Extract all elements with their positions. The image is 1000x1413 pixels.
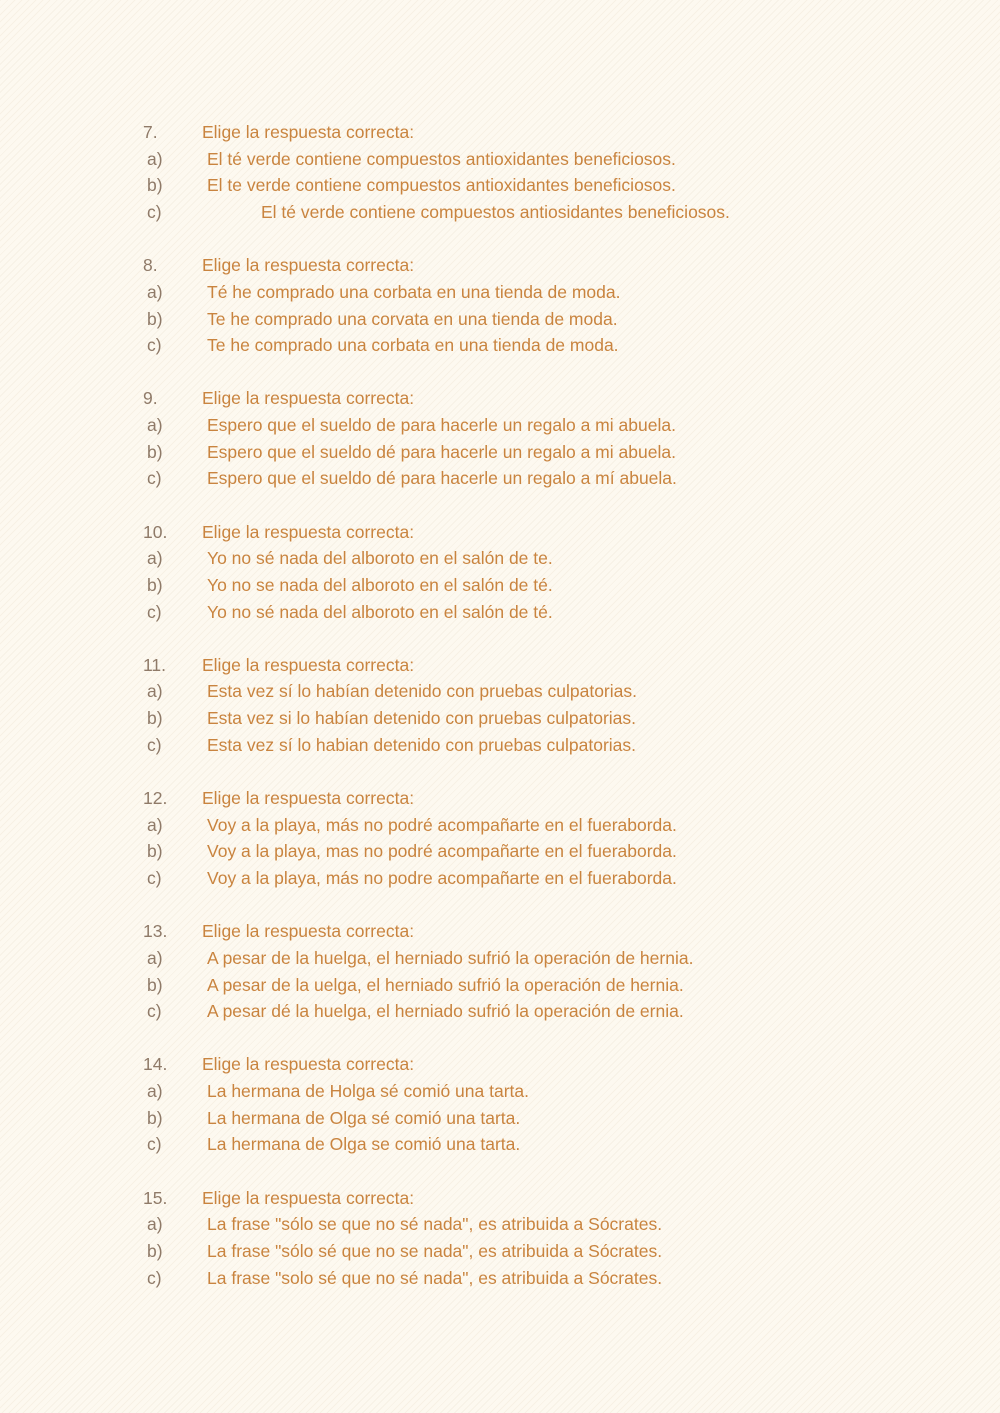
option-letter: c): [147, 202, 162, 223]
option-letter: b): [147, 574, 163, 595]
option-letter: c): [147, 468, 162, 489]
question-number: 8.: [143, 255, 158, 276]
option-letter: c): [147, 1001, 162, 1022]
option-letter: a): [147, 548, 163, 569]
question-number: 13.: [143, 921, 168, 942]
option-text: Voy a la playa, mas no podré acompañarte en el fueraborda.: [207, 841, 677, 862]
option-letter: a): [147, 415, 163, 436]
option-text: Espero que el sueldo de para hacerle un regalo a mi abuela.: [207, 415, 676, 436]
option-text: El té verde contiene compuestos antioxidantes beneficiosos.: [207, 148, 676, 169]
option-letter: b): [147, 1107, 163, 1128]
option-text: A pesar dé la huelga, el herniado sufrió la operación de ernia.: [207, 1001, 684, 1022]
question-number: 15.: [143, 1187, 168, 1208]
question-number: 12.: [143, 788, 168, 808]
question-prompt: Elige la respuesta correcta:: [202, 1054, 415, 1075]
option-letter: c): [147, 601, 162, 622]
option-text: Te he comprado una corvata en una tienda de moda.: [207, 308, 618, 329]
option-text: Esta vez sí lo habian detenido con pruebas culpatorias.: [207, 734, 637, 755]
option-letter: b): [147, 708, 163, 729]
option-text: Yo no se nada del alboroto en el salón de té.: [207, 574, 553, 595]
question-prompt: Elige la respuesta correcta:: [202, 122, 415, 142]
option-letter: b): [147, 175, 163, 196]
option-text: A pesar de la huelga, el herniado sufrió la operación de hernia.: [207, 947, 694, 968]
question-number: 7.: [143, 122, 158, 142]
question-number: 10.: [143, 521, 168, 542]
question-prompt: Elige la respuesta correcta:: [202, 921, 415, 942]
question-prompt: Elige la respuesta correcta:: [202, 788, 415, 808]
option-text: La frase "sólo sé que no se nada", es atribuida a Sócrates.: [207, 1240, 663, 1261]
option-letter: b): [147, 1240, 163, 1261]
option-text: Espero que el sueldo dé para hacerle un regalo a mí abuela.: [207, 468, 677, 489]
option-text: Voy a la playa, más no podré acompañarte en el fueraborda.: [207, 814, 677, 835]
option-text: Voy a la playa, más no podre acompañarte en el fueraborda.: [207, 868, 677, 889]
option-text: El té verde contiene compuestos antiosidantes beneficiosos.: [261, 202, 730, 223]
question-number: 9.: [143, 388, 158, 409]
option-letter: c): [147, 1134, 162, 1155]
option-letter: a): [147, 814, 163, 835]
option-text: La hermana de Olga sé comió una tarta.: [207, 1107, 521, 1128]
option-text: La frase "solo sé que no sé nada", es atribuida a Sócrates.: [207, 1267, 663, 1288]
question-number: 14.: [143, 1054, 168, 1075]
option-text: La hermana de Olga se comió una tarta.: [207, 1134, 521, 1155]
option-letter: c): [147, 1267, 162, 1288]
question-prompt: Elige la respuesta correcta:: [202, 1187, 415, 1208]
option-letter: a): [147, 1081, 163, 1102]
option-text: Espero que el sueldo dé para hacerle un regalo a mi abuela.: [207, 441, 676, 462]
option-letter: b): [147, 841, 163, 862]
option-letter: c): [147, 868, 162, 889]
option-letter: a): [147, 681, 163, 702]
option-text: Te he comprado una corbata en una tienda de moda.: [207, 335, 619, 356]
option-letter: a): [147, 148, 163, 169]
option-letter: a): [147, 281, 163, 302]
option-text: A pesar de la uelga, el herniado sufrió la operación de hernia.: [207, 974, 684, 995]
option-letter: c): [147, 734, 162, 755]
option-text: La hermana de Holga sé comió una tarta.: [207, 1081, 529, 1102]
option-text: Té he comprado una corbata en una tienda de moda.: [207, 281, 621, 302]
option-letter: b): [147, 974, 163, 995]
question-prompt: Elige la respuesta correcta:: [202, 388, 415, 409]
question-prompt: Elige la respuesta correcta:: [202, 654, 415, 675]
option-text: El te verde contiene compuestos antioxidantes beneficiosos.: [207, 175, 676, 196]
option-letter: c): [147, 335, 162, 356]
option-text: Yo no sé nada del alboroto en el salón de té.: [207, 601, 553, 622]
option-letter: a): [147, 1214, 163, 1235]
option-text: Esta vez si lo habían detenido con pruebas culpatorias.: [207, 708, 637, 729]
option-text: Yo no sé nada del alboroto en el salón de te.: [207, 548, 553, 569]
question-prompt: Elige la respuesta correcta:: [202, 521, 415, 542]
option-text: La frase "sólo se que no sé nada", es atribuida a Sócrates.: [207, 1214, 663, 1235]
question-number: 11.: [143, 654, 167, 675]
question-prompt: Elige la respuesta correcta:: [202, 255, 415, 276]
option-letter: a): [147, 947, 163, 968]
option-letter: b): [147, 308, 163, 329]
option-text: Esta vez sí lo habían detenido con pruebas culpatorias.: [207, 681, 637, 702]
option-letter: b): [147, 441, 163, 462]
